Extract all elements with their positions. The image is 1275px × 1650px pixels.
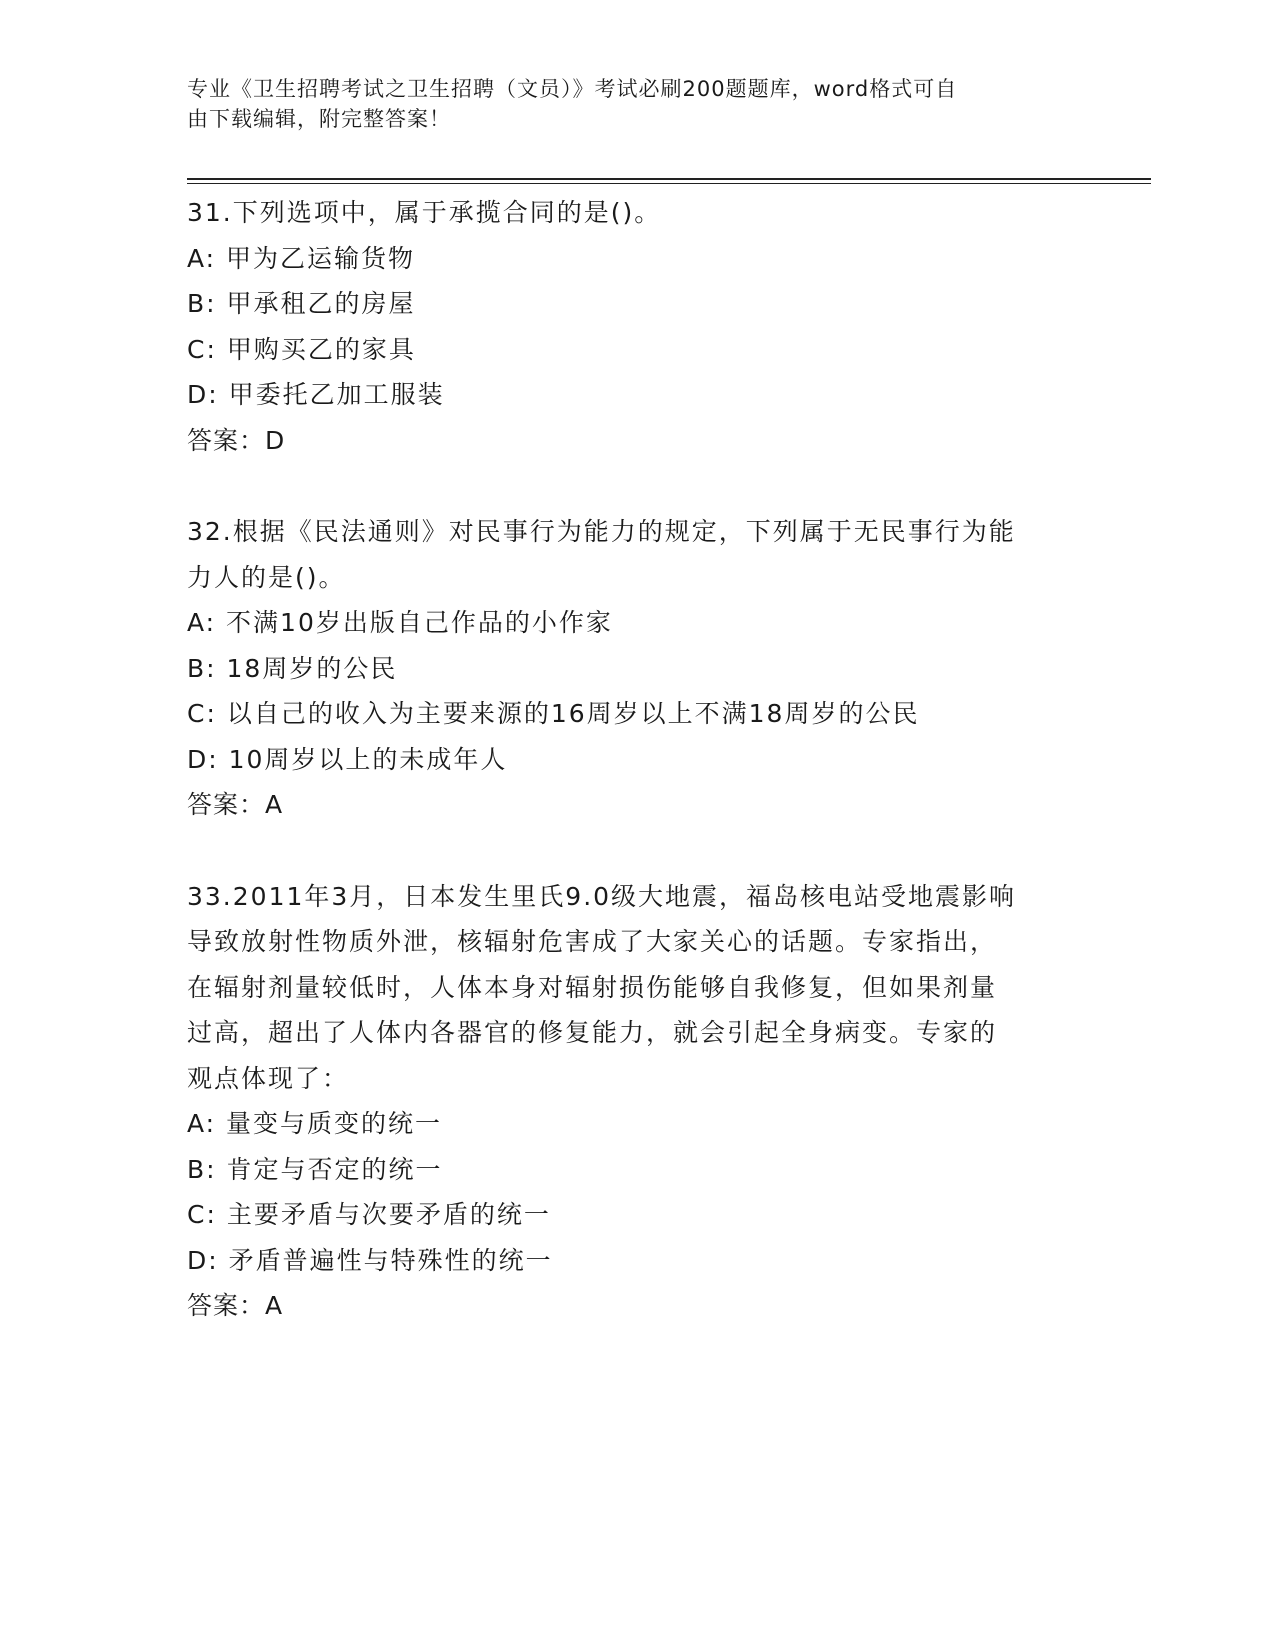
- question-stem-line: 过高，超出了人体内各器官的修复能力，就会引起全身病变。专家的: [187, 1018, 998, 1047]
- answer: 答案：A: [187, 1291, 284, 1320]
- question-stem: [187, 874, 1087, 1102]
- question-stem-line: 在辐射剂量较低时，人体本身对辐射损伤能够自我修复，但如果剂量: [187, 972, 998, 1002]
- option-b: B: 甲承租乙的房屋: [187, 289, 416, 318]
- question-33: [187, 874, 1087, 1329]
- question-stem: [187, 190, 1087, 236]
- option-d: D: 10周岁以上的未成年人: [187, 744, 508, 774]
- answer: 答案：A: [187, 790, 284, 819]
- header-intro-line-2: 由下载编辑，附完整答案！: [187, 107, 451, 131]
- question-stem-line: 32.根据《民法通则》对民事行为能力的规定，下列属于无民事行为能: [187, 517, 1016, 546]
- question-stem-line: 观点体现了：: [187, 1063, 350, 1093]
- question-stem: [187, 509, 1087, 600]
- option-b: B: 肯定与否定的统一: [187, 1154, 443, 1184]
- question-32: [187, 509, 1087, 828]
- question-stem-line: 31.下列选项中，属于承揽合同的是()。: [187, 198, 662, 227]
- question-list: [187, 190, 1087, 1375]
- option-a: A: 不满10岁出版自己作品的小作家: [187, 608, 613, 637]
- option-b: B: 18周岁的公民: [187, 653, 398, 683]
- option-a: A: 甲为乙运输货物: [187, 243, 416, 273]
- header-intro-line-1: 专业《卫生招聘考试之卫生招聘（文员）》考试必刷200题题库，word格式可自: [187, 77, 958, 101]
- answer: 答案：D: [187, 425, 286, 455]
- document-header: [187, 74, 1067, 134]
- option-c: C: 以自己的收入为主要来源的16周岁以上不满18周岁的公民: [187, 699, 920, 728]
- question-stem-line: 力人的是()。: [187, 562, 346, 592]
- header-divider-thin: [187, 183, 1151, 184]
- question-stem-line: 导致放射性物质外泄，核辐射危害成了大家关心的话题。专家指出，: [187, 927, 998, 956]
- option-c: C: 主要矛盾与次要矛盾的统一: [187, 1200, 551, 1229]
- option-c: C: 甲购买乙的家具: [187, 334, 416, 364]
- header-divider-thick: [187, 178, 1151, 180]
- option-a: A: 量变与质变的统一: [187, 1109, 443, 1138]
- option-d: D: 甲委托乙加工服装: [187, 380, 445, 409]
- question-stem-line: 33.2011年3月，日本发生里氏9.0级大地震，福岛核电站受地震影响: [187, 881, 1017, 911]
- option-d: D: 矛盾普遍性与特殊性的统一: [187, 1245, 553, 1275]
- question-31: [187, 190, 1087, 463]
